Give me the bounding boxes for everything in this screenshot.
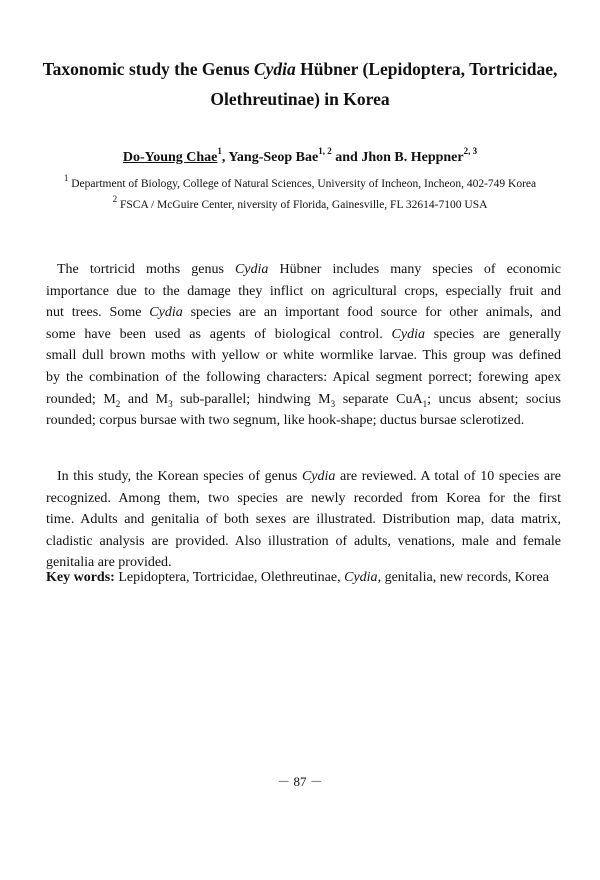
genus-name: Cydia bbox=[234, 262, 269, 277]
genus-name: Cydia bbox=[301, 469, 336, 484]
keywords-text: , genitalia, new records, Korea bbox=[377, 570, 549, 585]
text-line bbox=[46, 466, 561, 488]
title-genus: Cydia bbox=[253, 59, 296, 79]
text-run: and M bbox=[120, 391, 169, 407]
subscript: 2 bbox=[115, 398, 121, 409]
text-line bbox=[46, 302, 561, 324]
text-line bbox=[46, 324, 561, 346]
keywords bbox=[46, 570, 561, 586]
author-3-affil: 2, 3 bbox=[463, 146, 478, 157]
text-run: sub-parallel; hindwing M bbox=[172, 391, 331, 407]
text-line: cladistic analysis are provided. Also illustration of adults, venations, male and female bbox=[46, 533, 561, 549]
paper-title bbox=[40, 54, 560, 114]
text-line: small dull brown moths with yellow or white wormlike larvae. This group was defined bbox=[46, 348, 561, 364]
text-run: In this study, the Korean species of genus bbox=[57, 469, 302, 484]
affiliation-1 bbox=[0, 173, 600, 190]
author-3: Jhon B. Heppner bbox=[361, 150, 464, 165]
genus-name: Cydia bbox=[391, 326, 425, 342]
author-2: Yang-Seop Bae bbox=[228, 150, 319, 165]
affiliation-1-marker: 1 bbox=[63, 173, 69, 184]
affiliation-2-text: FSCA / McGuire Center, niversity of Florida, Gainesville, FL 32614-7100 USA bbox=[117, 199, 488, 211]
keywords-genus: Cydia bbox=[344, 570, 378, 585]
title-line-2: Olethreutinae) in Korea bbox=[210, 89, 390, 109]
text-run: rounded; M bbox=[46, 391, 116, 407]
text-line: genitalia are provided. bbox=[46, 555, 172, 571]
keywords-text: Lepidoptera, Tortricidae, Olethreutinae, bbox=[114, 570, 345, 585]
genus-name: Cydia bbox=[149, 305, 183, 321]
author-sep: and bbox=[331, 150, 362, 165]
text-line: recognized. Among them, two species are newly recorded from Korea for the first bbox=[46, 490, 561, 506]
text-line bbox=[46, 389, 561, 411]
subscript: 1 bbox=[422, 398, 428, 409]
text-run: The tortricid moths genus bbox=[57, 262, 235, 277]
text-run: some have been used as agents of biological control. bbox=[46, 326, 392, 342]
text-run: species are generally bbox=[424, 326, 561, 342]
subscript: 3 bbox=[330, 398, 336, 409]
text-line: by the combination of the following characters: Apical segment porrect; forewing apex bbox=[46, 369, 561, 385]
author-2-affil: 1, 2 bbox=[318, 146, 332, 157]
title-text-a: Taxonomic study the Genus bbox=[42, 59, 254, 79]
author-1-affil: 1 bbox=[217, 146, 222, 157]
abstract-paragraph-1 bbox=[46, 259, 561, 432]
text-line: time. Adults and genitalia of both sexes are illustrated. Distribution map, data matrix, bbox=[46, 512, 561, 528]
author-list bbox=[0, 146, 600, 166]
page-number: － 87 － bbox=[277, 774, 323, 789]
text-line: rounded; corpus bursae with two segnum, like hook-shape; ductus bursae sclerotized. bbox=[46, 413, 525, 429]
author-sep: , bbox=[221, 150, 229, 165]
author-1: Do-Young Chae bbox=[122, 150, 218, 165]
text-run: are reviewed. A total of 10 species are bbox=[335, 469, 561, 484]
text-run: nut trees. Some bbox=[46, 305, 150, 321]
affiliation-2-marker: 2 bbox=[112, 194, 118, 205]
keywords-label: Key words: bbox=[46, 570, 115, 585]
text-run: Hübner includes many species of economic bbox=[268, 262, 561, 277]
text-run: species are an important food source for other animals, and bbox=[182, 305, 561, 321]
title-line-1 bbox=[40, 54, 560, 84]
affiliation-2 bbox=[0, 194, 600, 211]
text-run: separate CuA bbox=[335, 391, 423, 407]
affiliation-1-text: Department of Biology, College of Natural Sciences, University of Incheon, Incheon, 402-749 Korea bbox=[68, 178, 537, 190]
text-run: ; uncus absent; socius bbox=[427, 391, 562, 407]
subscript: 3 bbox=[168, 398, 173, 409]
text-line: importance due to the damage they inflict on agricultural crops, especially fruit and bbox=[46, 283, 561, 299]
title-text-b: Hübner (Lepidoptera, Tortricidae, bbox=[295, 59, 558, 79]
text-line bbox=[46, 259, 561, 281]
abstract-paragraph-2 bbox=[46, 466, 561, 574]
